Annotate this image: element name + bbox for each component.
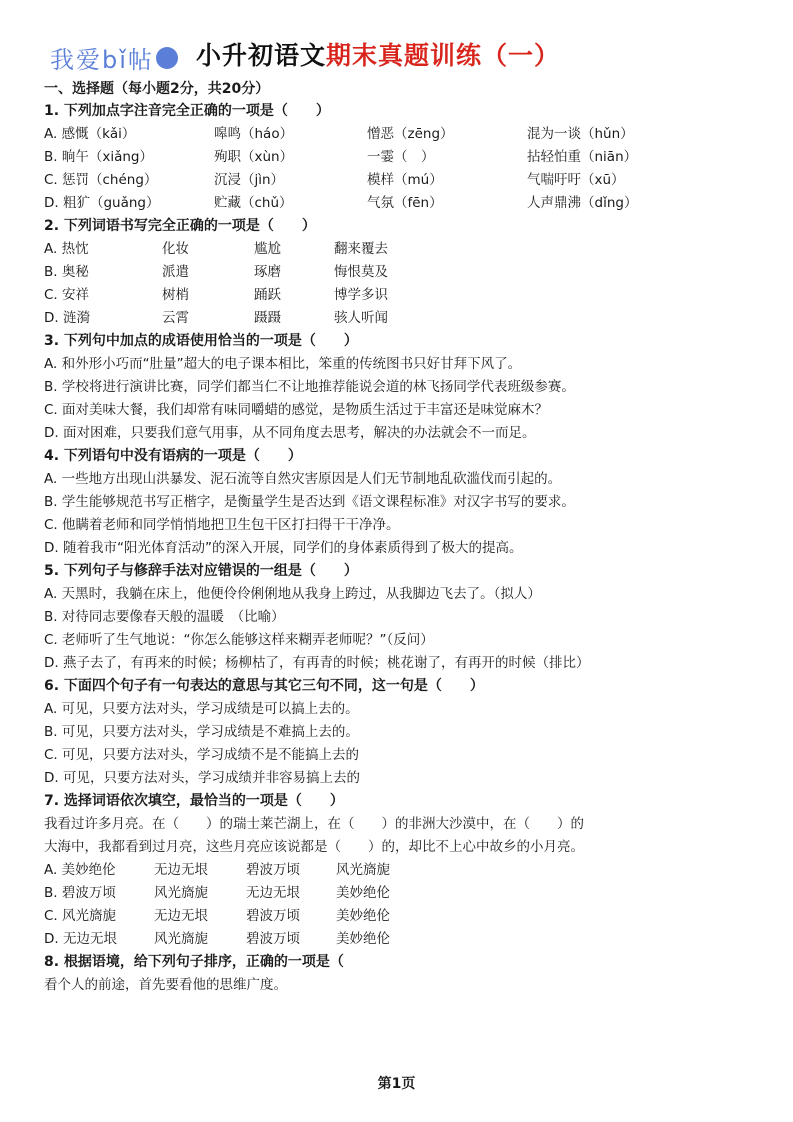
q2-option-row	[44, 261, 744, 284]
q2-option-row	[44, 307, 744, 330]
q1-cell: 人声鼎沸（dǐng）	[527, 195, 638, 211]
q1-cell: B. 晌午（xiǎng）	[44, 149, 153, 165]
q2-cell: 骇人听闻	[334, 310, 388, 326]
q1-option-row	[44, 192, 744, 215]
q2-cell: 琢磨	[254, 264, 281, 280]
q2-cell: 树梢	[162, 287, 189, 303]
q2-option-row	[44, 284, 744, 307]
q1-cell: 嗥鸣（háo）	[214, 126, 294, 142]
question-7-stem: 7. 选择词语依次填空，最恰当的一项是（ ）	[44, 793, 344, 809]
question-2-stem: 2. 下列词语书写完全正确的一项是（ ）	[44, 218, 316, 234]
q1-cell: 沉浸（jìn）	[214, 172, 285, 188]
q4-option: D. 随着我市“阳光体育活动”的深入开展，同学们的身体素质得到了极大的提高。	[44, 540, 523, 556]
watermark-text: 我爱bǐ帖	[50, 46, 154, 74]
question-5-stem: 5. 下列句子与修辞手法对应错误的一组是（ ）	[44, 563, 358, 579]
question-3-stem: 3. 下列句中加点的成语使用恰当的一项是（ ）	[44, 333, 358, 349]
q1-cell: 混为一谈（hǔn）	[527, 126, 634, 142]
watermark	[50, 40, 178, 75]
q4-option: B. 学生能够规范书写正楷字，是衡量学生是否达到《语文课程标准》对汉字书写的要求。	[44, 494, 575, 510]
q6-option: B. 可见，只要方法对头，学习成绩是不难搞上去的。	[44, 724, 359, 740]
q2-cell: 云霄	[162, 310, 189, 326]
q7-option-row	[44, 882, 744, 905]
q7-cell: 无边无垠	[154, 862, 208, 878]
q7-cell: 美妙绝伦	[336, 885, 390, 901]
q8-passage-line: 看个人的前途，首先要看他的思维广度。	[44, 977, 287, 993]
q3-option: D. 面对困难，只要我们意气用事，从不同角度去思考，解决的办法就会不一而足。	[44, 425, 536, 441]
q1-cell: 模样（mú）	[367, 172, 443, 188]
q3-option: B. 学校将进行演讲比赛，同学们都当仁不让地推荐能说会道的林飞扬同学代表班级参赛。	[44, 379, 575, 395]
q4-option: A. 一些地方出现山洪暴发、泥石流等自然灾害原因是人们无节制地乱砍滥伐而引起的。	[44, 471, 562, 487]
q5-option: A. 天黑时，我躺在床上，他便伶伶俐俐地从我身上跨过，从我脚边飞去了。（拟人）	[44, 586, 541, 602]
section-heading: 一、选择题（每小题2分，共20分）	[44, 81, 270, 97]
q6-option: C. 可见，只要方法对头，学习成绩不是不能搞上去的	[44, 747, 360, 763]
title-part-1: 小升初语文	[196, 41, 327, 70]
q7-cell: 无边无垠	[154, 908, 208, 924]
q3-option: A. 和外形小巧而“肚量”超大的电子课本相比，笨重的传统图书只好甘拜下风了。	[44, 356, 522, 372]
q7-cell: A. 美妙绝伦	[44, 862, 116, 878]
q7-cell: 无边无垠	[246, 885, 300, 901]
q2-cell: 化妆	[162, 241, 189, 257]
q7-cell: 碧波万顷	[246, 931, 300, 947]
q1-cell: 贮藏（chǔ）	[214, 195, 293, 211]
q1-cell: 憎恶（zēng）	[367, 126, 454, 142]
q2-cell: 尴尬	[254, 241, 281, 257]
q1-cell: 殉职（xùn）	[214, 149, 294, 165]
q7-cell: B. 碧波万顷	[44, 885, 116, 901]
q7-cell: C. 风光旖旎	[44, 908, 117, 924]
q7-passage-line: 大海中，我都看到过月亮，这些月亮应该说都是（ ）的，却比不上心中故乡的小月亮。	[44, 839, 584, 855]
q5-option: D. 燕子去了，有再来的时候；杨柳枯了，有再青的时候；桃花谢了，有再开的时候（排比）	[44, 655, 590, 671]
page-number: 第1页	[377, 1076, 416, 1092]
page-title	[196, 36, 560, 72]
q7-cell: 风光旖旎	[154, 885, 208, 901]
q1-cell: D. 粗犷（guǎng）	[44, 195, 160, 211]
q7-option-row	[44, 928, 744, 951]
q1-cell: C. 惩罚（chéng）	[44, 172, 158, 188]
q2-cell: 踊跃	[254, 287, 281, 303]
q3-option: C. 面对美味大餐，我们却常有味同嚼蜡的感觉，是物质生活过于丰富还是味觉麻木？	[44, 402, 549, 418]
question-1-stem: 1. 下列加点字注音完全正确的一项是（ ）	[44, 103, 330, 119]
q5-option: B. 对待同志要像春天般的温暖 （比喻）	[44, 609, 285, 625]
question-8-stem: 8. 根据语境，给下列句子排序，正确的一项是（	[44, 954, 344, 970]
q6-option: D. 可见，只要方法对头，学习成绩并非容易搞上去的	[44, 770, 360, 786]
q7-cell: 碧波万顷	[246, 862, 300, 878]
q2-cell: D. 涟漪	[44, 310, 90, 326]
q7-cell: D. 无边无垠	[44, 931, 117, 947]
q1-cell: 一霎（ ）	[367, 149, 435, 165]
q7-cell: 美妙绝伦	[336, 931, 390, 947]
q5-option: C. 老师听了生气地说：“你怎么能够这样来糊弄老师呢？”（反问）	[44, 632, 434, 648]
watermark-badge-icon	[156, 47, 178, 69]
q7-passage-line: 我看过许多月亮。在（ ）的瑞士莱芒湖上，在（ ）的非洲大沙漠中，在（ ）的	[44, 816, 584, 832]
q7-cell: 美妙绝伦	[336, 908, 390, 924]
q7-cell: 风光旖旎	[336, 862, 390, 878]
q1-option-row	[44, 123, 744, 146]
q1-cell: A. 感慨（kǎi）	[44, 126, 136, 142]
q7-cell: 风光旖旎	[154, 931, 208, 947]
q2-cell: 翻来覆去	[334, 241, 388, 257]
q6-option: A. 可见，只要方法对头，学习成绩是可以搞上去的。	[44, 701, 359, 717]
q4-option: C. 他瞒着老师和同学悄悄地把卫生包干区打扫得干干净净。	[44, 517, 400, 533]
q2-cell: 派遣	[162, 264, 189, 280]
q7-cell: 碧波万顷	[246, 908, 300, 924]
q2-cell: A. 热忱	[44, 241, 89, 257]
question-4-stem: 4. 下列语句中没有语病的一项是（ ）	[44, 448, 302, 464]
q2-cell: B. 奥秘	[44, 264, 89, 280]
q1-option-row	[44, 169, 744, 192]
q2-cell: 博学多识	[334, 287, 388, 303]
question-6-stem: 6. 下面四个句子有一句表达的意思与其它三句不同，这一句是（ ）	[44, 678, 484, 694]
q1-cell: 拈轻怕重（niān）	[527, 149, 638, 165]
q2-cell: 悔恨莫及	[334, 264, 388, 280]
q1-cell: 气氛（fēn）	[367, 195, 443, 211]
q2-cell: 蹑蹑	[254, 310, 281, 326]
q2-option-row	[44, 238, 744, 261]
q2-cell: C. 安祥	[44, 287, 90, 303]
q1-option-row	[44, 146, 744, 169]
q7-option-row	[44, 905, 744, 928]
title-part-2: 期末真题训练（一）	[326, 41, 561, 70]
exam-content	[44, 78, 744, 997]
q7-option-row	[44, 859, 744, 882]
q1-cell: 气喘吁吁（xū）	[527, 172, 625, 188]
